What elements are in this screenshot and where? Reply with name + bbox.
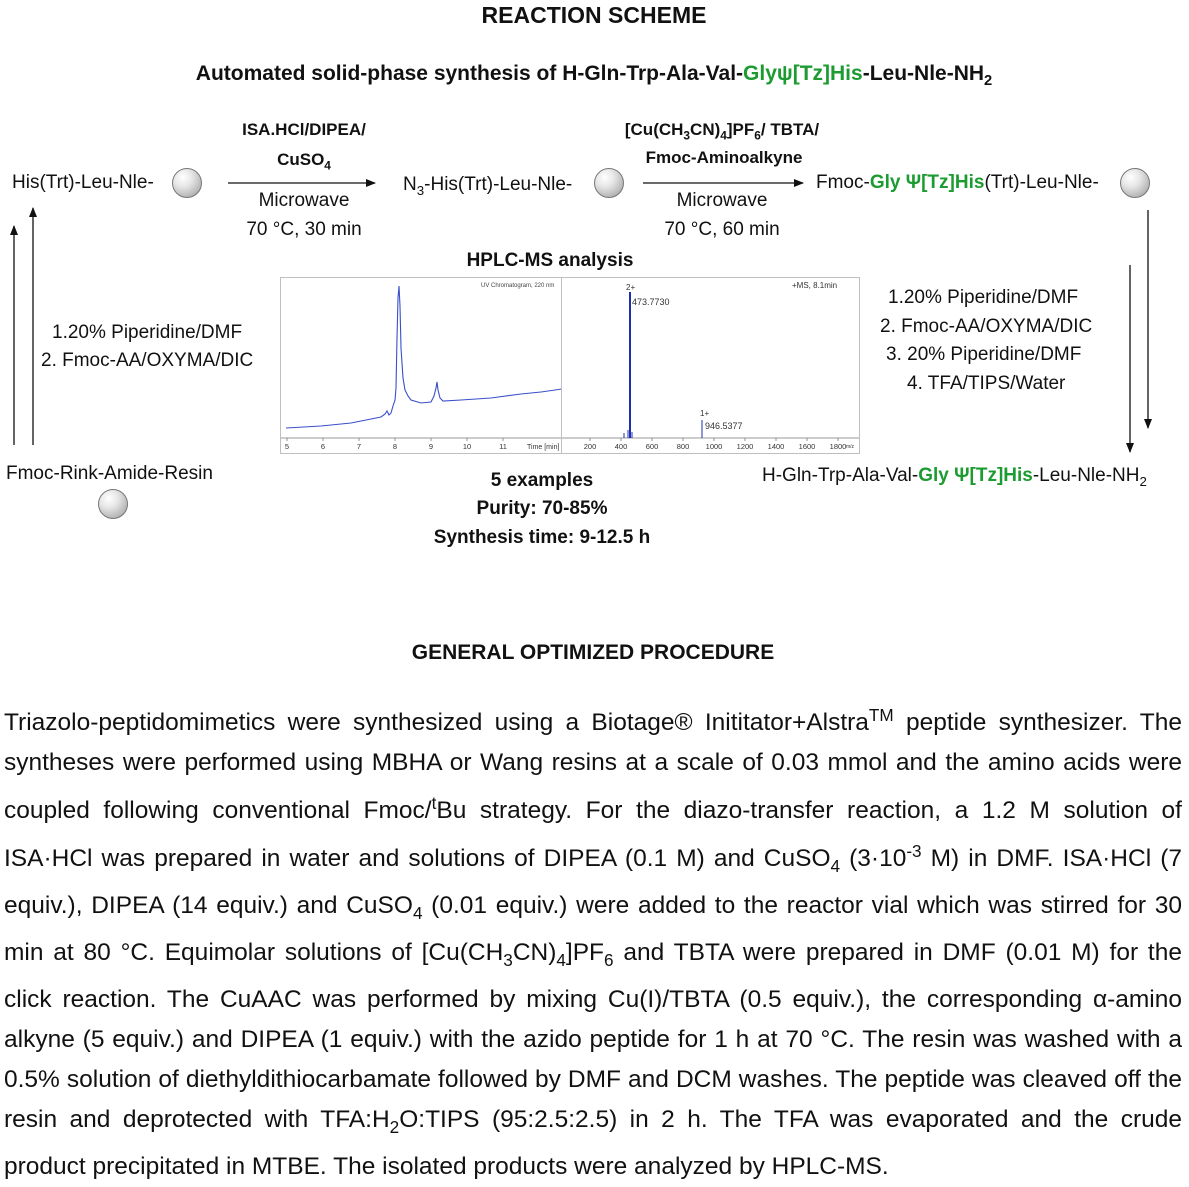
ms-tick-label: 1600 — [798, 442, 816, 451]
resin-bead-1 — [172, 168, 202, 198]
step2-r1-sub: 3 — [683, 128, 691, 143]
proc-p1-sup: TM — [868, 705, 894, 725]
final-prefix: H-Gln-Trp-Ala-Val- — [762, 465, 919, 486]
proc-p9: and TBTA were prepared in DMF (0.01 M) for the click reaction. The CuAAC was performed by mixing Cu(I)/TBTA (0.5 equiv.), the corresponding α-amino alkyne (5 equiv.) and DIPEA (1 equiv.) with the azido peptide for 1 h at 70 °C. The resin was washed with a 0.5% solution of diethyldithiocarbamate followed by DMF and DCM washes. The peptide was cleaved off the resin and deprotected with TFA:H — [4, 939, 1182, 1134]
summary-2: Purity: 70-85% — [476, 498, 608, 519]
ms-ticks — [584, 438, 847, 451]
step2-r2-sub: 4 — [720, 128, 727, 143]
ms-unit: m/z — [846, 444, 855, 450]
final-green: Gly Ψ[Tz]His — [918, 465, 1033, 486]
proc-p4-sup: -3 — [906, 841, 922, 862]
ms-peak1-mz: 473.7730 — [632, 297, 670, 307]
ms-tick-label: 600 — [645, 442, 659, 451]
left-step-2: 2. Fmoc-AA/OXYMA/DIC — [41, 350, 254, 371]
ms-label: +MS, 8.1min — [792, 281, 838, 290]
ms-tick-label: 800 — [676, 442, 690, 451]
ms-tick-label: 200 — [583, 442, 597, 451]
ms-peak2-charge: 1+ — [700, 409, 710, 418]
ms-peak2-mz: 946.5377 — [705, 421, 743, 431]
azide-sub: 3 — [416, 182, 425, 198]
ms-tick-label: 1800 — [829, 442, 847, 451]
step1-reagents-b — [277, 150, 331, 172]
resin-bead-2 — [594, 168, 624, 198]
ms-chart — [561, 277, 860, 454]
ms-tick-label: 1400 — [767, 442, 785, 451]
proc-p2: peptide synthesizer. The syntheses were performed using MBHA or Wang resins at a scale of 0.03 mmol and the amino acids were coupled following conventional Fmoc/ — [4, 709, 1182, 825]
product1-suffix: (Trt)-Leu-Nle- — [984, 172, 1099, 193]
uv-tick-label: 8 — [392, 442, 398, 451]
ms-tick-label: 400 — [614, 442, 628, 451]
summary-1: 5 examples — [490, 470, 594, 491]
right-step-3: 3. 20% Piperidine/DMF — [886, 344, 1082, 365]
final-compound — [762, 465, 1147, 489]
uv-ticks — [285, 438, 507, 451]
step2-r4: / TBTA/ — [760, 120, 820, 139]
ms-tick-label: 1000 — [705, 442, 723, 451]
step2-cond2: 70 °C, 60 min — [664, 219, 780, 240]
proc-p5-sub: 4 — [412, 903, 423, 924]
proc-p1: Triazolo-peptidomimetics were synthesized using a Biotage® Inititator+Alstra — [4, 709, 869, 737]
step1-reagents-a: ISA.HCl/DIPEA/ — [242, 120, 366, 139]
proc-p5: M) in DMF. ISA·HCl (7 equiv.), DIPEA (14 equiv.) and CuSO — [4, 845, 1182, 920]
ms-chart-svg — [562, 278, 859, 453]
step1-cond2: 70 °C, 30 min — [246, 219, 362, 240]
proc-p3-sub: 4 — [830, 856, 841, 877]
uv-chart — [280, 277, 563, 454]
start-compound: His(Trt)-Leu-Nle- — [12, 172, 154, 193]
subtitle-sub: 2 — [984, 73, 993, 90]
step1-reagent-cuso: CuSO — [277, 150, 325, 169]
uv-tick-label: 7 — [356, 442, 362, 451]
proc-p8-sub: 6 — [604, 950, 614, 971]
step2-r1: [Cu(CH — [624, 120, 684, 139]
azide-rest: -His(Trt)-Leu-Nle- — [424, 174, 573, 195]
final-suffix: -Leu-Nle-NH — [1032, 465, 1140, 486]
procedure-heading: GENERAL OPTIMIZED PROCEDURE — [411, 641, 775, 664]
azide-compound — [403, 174, 572, 198]
final-sub: 2 — [1139, 473, 1147, 489]
proc-p4: (3·10 — [840, 845, 907, 873]
resin-bead-4 — [98, 489, 128, 519]
procedure-text — [4, 695, 1182, 1187]
hplc-title: HPLC-MS analysis — [466, 250, 634, 271]
scheme-title: REACTION SCHEME — [481, 2, 707, 28]
uv-tick-label: 10 — [462, 442, 472, 451]
step2-reagents-b: Fmoc-Aminoalkyne — [645, 148, 803, 167]
right-step-4: 4. TFA/TIPS/Water — [907, 373, 1066, 394]
left-step-1: 1.20% Piperidine/DMF — [52, 322, 243, 343]
uv-tick-label: 11 — [499, 442, 507, 451]
proc-p6-sub: 3 — [503, 950, 513, 971]
azide-prefix: N — [403, 174, 417, 195]
resin-label: Fmoc-Rink-Amide-Resin — [6, 463, 213, 484]
subtitle-suffix: -Leu-Nle-NH — [862, 62, 985, 85]
proc-p7: CN) — [512, 939, 557, 967]
product1-compound — [816, 172, 1099, 194]
step2-reagents-a — [625, 120, 819, 142]
subtitle-prefix: Automated solid-phase synthesis of H-Gln-Trp-Ala-Val- — [195, 62, 744, 85]
subtitle-green: Glyψ[Tz]His — [743, 62, 863, 85]
step2-r3-sub: 6 — [754, 128, 761, 143]
uv-tick-label: 9 — [428, 442, 434, 451]
proc-p7-sub: 4 — [556, 950, 566, 971]
proc-p2-sup: t — [431, 793, 437, 814]
uv-chart-label: UV Chromatogram, 220 nm — [481, 283, 555, 289]
product1-prefix: Fmoc- — [816, 172, 870, 193]
summary-3: Synthesis time: 9-12.5 h — [433, 527, 651, 548]
uv-unit: Time [min] — [527, 444, 560, 451]
product1-green: Gly Ψ[Tz]His — [869, 172, 985, 193]
right-step-2: 2. Fmoc-AA/OXYMA/DIC — [880, 316, 1093, 337]
proc-p6: (0.01 equiv.) were added to the reactor vial which was stirred for 30 min at 80 °C. Equimolar solutions of [Cu(CH — [4, 892, 1183, 967]
uv-tick-label: 5 — [284, 442, 290, 451]
step1-cond1: Microwave — [258, 190, 350, 211]
step2-r3: ]PF — [726, 120, 755, 139]
uv-tick-label: 6 — [320, 442, 326, 451]
uv-trace — [286, 286, 562, 428]
uv-chart-svg — [281, 278, 562, 453]
step2-cond1: Microwave — [676, 190, 768, 211]
ms-tick-label: 1200 — [736, 442, 754, 451]
step2-r2: CN) — [690, 120, 721, 139]
resin-bead-3 — [1120, 168, 1150, 198]
proc-p3: Bu strategy. For the diazo-transfer reaction, a 1.2 M solution of ISA·HCl was prepared in water and solutions of DIPEA (0.1 M) and CuSO — [4, 797, 1182, 873]
step1-reagent-sub: 4 — [324, 158, 331, 173]
proc-p9-sub: 2 — [389, 1117, 400, 1138]
proc-p8: ]PF — [565, 939, 605, 967]
ms-peak1-charge: 2+ — [626, 283, 636, 292]
proc-p10: O:TIPS (95:2.5:2.5) in 2 h. The TFA was evaporated and the crude product precipitated in MTBE. The isolated products were analyzed by HPLC-MS. — [4, 1106, 1182, 1181]
right-step-1: 1.20% Piperidine/DMF — [888, 287, 1079, 308]
